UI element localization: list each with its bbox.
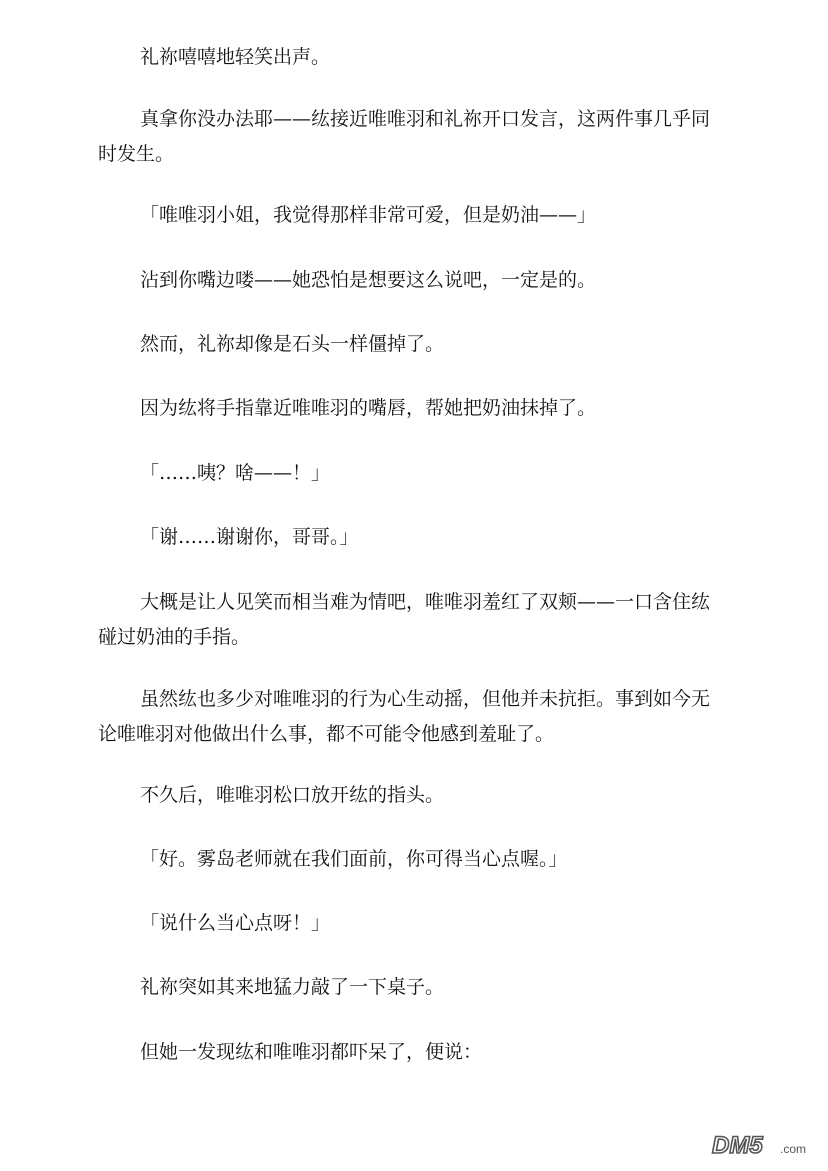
paragraph-text: 但她一发现纮和唯唯羽都吓呆了，便说： <box>140 1041 483 1063</box>
paragraph-9 <box>98 585 780 655</box>
paragraph-10 <box>98 682 780 752</box>
paragraph-line: 大概是让人见笑而相当难为情吧，唯唯羽羞红了双颊——一口含住纮 <box>140 591 711 613</box>
paragraph-11 <box>140 778 780 813</box>
paragraph-text: 礼祢嘻嘻地轻笑出声。 <box>140 46 331 68</box>
paragraph-text: 沾到你嘴边喽——她恐怕是想要这么说吧，一定是的。 <box>140 269 597 291</box>
paragraph-line: 碰过奶油的手指。 <box>98 626 251 648</box>
paragraph-text: 「好。雾岛老师就在我们面前，你可得当心点喔。」 <box>140 848 568 870</box>
paragraph-line: 论唯唯羽对他做出什么事，都不可能令他感到羞耻了。 <box>98 723 555 745</box>
paragraph-text: 「说什么当心点呀！」 <box>140 912 331 934</box>
paragraph-text: 因为纮将手指靠近唯唯羽的嘴唇，帮她把奶油抹掉了。 <box>140 397 597 419</box>
paragraph-text: 不久后，唯唯羽松口放开纮的指头。 <box>140 784 445 806</box>
paragraph-text: 「……咦？啥——！」 <box>140 462 331 484</box>
paragraph-line: 时发生。 <box>98 143 175 165</box>
paragraph-line: 虽然纮也多少对唯唯羽的行为心生动摇，但他并未抗拒。事到如今无 <box>140 688 711 710</box>
paragraph-14 <box>140 970 780 1005</box>
paragraph-text: 礼祢突如其来地猛力敲了一下桌子。 <box>140 976 445 998</box>
dm5-logo-icon <box>710 1129 814 1159</box>
paragraph-1 <box>140 40 780 75</box>
paragraph-8 <box>140 520 780 555</box>
watermark-suffix: .com <box>780 1142 807 1156</box>
dm5-watermark-logo <box>710 1129 814 1159</box>
paragraph-2 <box>98 102 780 172</box>
paragraph-4 <box>140 263 780 298</box>
paragraph-text: 然而，礼祢却像是石头一样僵掉了。 <box>140 333 445 355</box>
paragraph-text: 「谢……谢谢你，哥哥。」 <box>140 526 359 548</box>
paragraph-text: 「唯唯羽小姐，我觉得那样非常可爱，但是奶油——」 <box>140 204 597 226</box>
paragraph-line: 真拿你没办法耶——纮接近唯唯羽和礼祢开口发言，这两件事几乎同 <box>140 108 711 130</box>
paragraph-7 <box>140 456 780 491</box>
paragraph-5 <box>140 327 780 362</box>
paragraph-15 <box>140 1035 780 1070</box>
paragraph-12 <box>140 842 780 877</box>
paragraph-13 <box>140 906 780 941</box>
watermark-text: DM5 <box>712 1132 763 1159</box>
paragraph-3 <box>140 198 780 233</box>
paragraph-6 <box>140 391 780 426</box>
